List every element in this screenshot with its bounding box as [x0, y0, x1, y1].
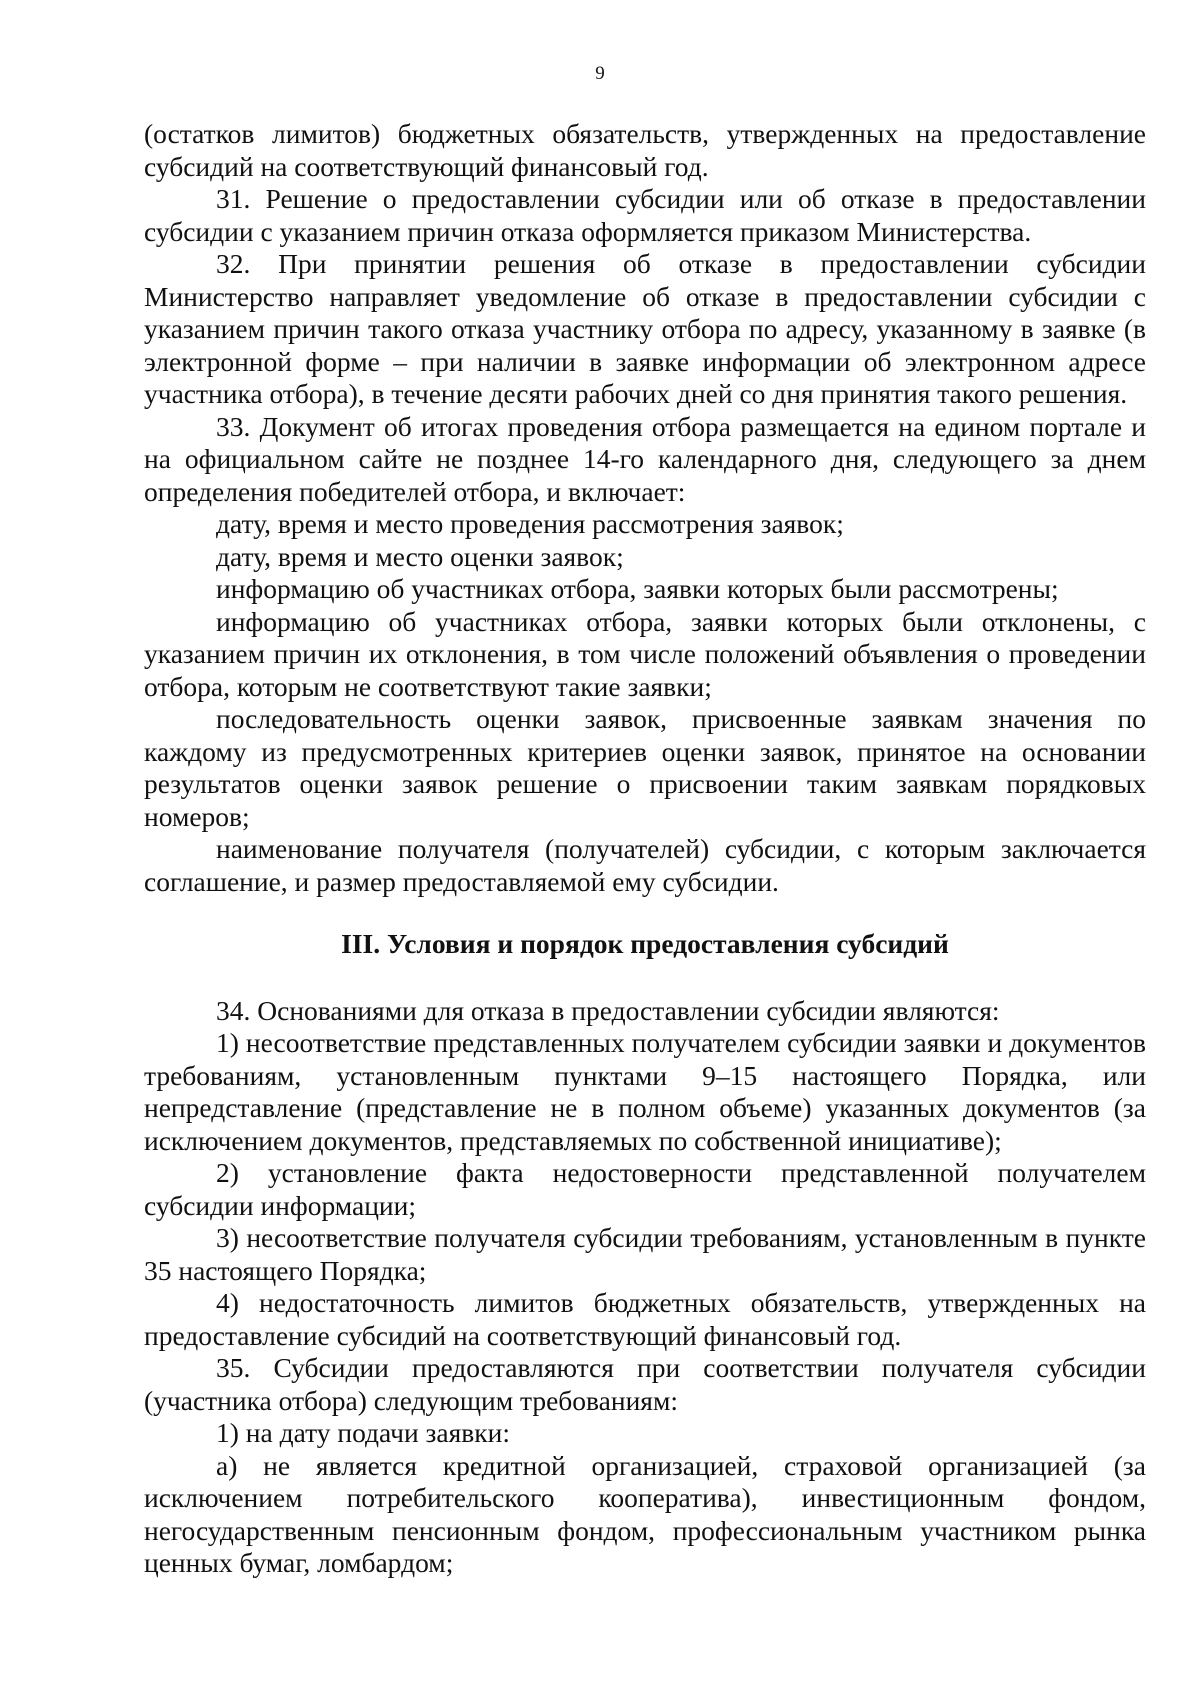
paragraphs-before-section — [144, 118, 1146, 898]
list-item: 4) недостаточность лимитов бюджетных обязательств, утвержденных на предоставление субсидий на соответствующий финансовый год. — [144, 1287, 1146, 1351]
list-item: наименование получателя (получателей) субсидии, с которым заключается соглашение, и размер предоставляемой ему субсидии. — [144, 833, 1146, 897]
page-number: 9 — [595, 63, 605, 84]
list-item: дату, время и место оценки заявок; — [216, 540, 624, 572]
section-heading: III. Условия и порядок предоставления субсидий — [341, 928, 949, 959]
list-item: информацию об участниках отбора, заявки которых были отклонены, с указанием причин их отклонения, в том числе положений объявления о проведении отбора, которым не соответствуют такие заявки; — [144, 605, 1146, 702]
list-item: 1) несоответствие представленных получателем субсидии заявки и документов требованиям, установленным пунктами 9–15 настоящего Порядка, или непредставление (представление не в полном объеме) указанных документов (за исключением документов, представляемых по собственной инициативе); — [144, 1027, 1146, 1156]
list-item: 3) несоответствие получателя субсидии требованиям, установленным в пункте 35 настоящего Порядка; — [144, 1222, 1146, 1286]
paragraph-34: 34. Основаниями для отказа в предоставлении субсидии являются: — [216, 994, 1000, 1026]
list-item: а) не является кредитной организацией, страховой организацией (за исключением потребительского кооператива), инвестиционным фондом, негосударственным пенсионным фондом, профессиональным участником рынка ценных бумаг, ломбардом; — [144, 1449, 1146, 1578]
paragraph-35: 35. Субсидии предоставляются при соответствии получателя субсидии (участника отбора) следующим требованиям: — [144, 1352, 1146, 1416]
paragraph-32: 32. При принятии решения об отказе в предоставлении субсидии Министерство направляет уведомление об отказе в предоставлении субсидии с указанием причин такого отказа участнику отбора по адресу, указанному в заявке (в электронной форме – при наличии в заявке информации об электронном адресе участника отбора), в течение десяти рабочих дней со дня принятия такого решения. — [144, 248, 1146, 409]
paragraph-31: 31. Решение о предоставлении субсидии или об отказе в предоставлении субсидии с указанием причин отказа оформляется приказом Министерства. — [144, 183, 1146, 247]
paragraph-33: 33. Документ об итогах проведения отбора размещается на едином портале и на официальном сайте не позднее 14-го календарного дня, следующего за днем определения победителей отбора, и включает: — [144, 410, 1146, 507]
document-body — [144, 118, 1146, 1580]
paragraphs-after-section — [144, 995, 1146, 1580]
list-item: дату, время и место проведения рассмотрения заявок; — [216, 508, 844, 539]
paragraph: (остатков лимитов) бюджетных обязательств, утвержденных на предоставление субсидий на соответствующий финансовый год. — [144, 118, 1146, 182]
list-item: информацию об участниках отбора, заявки которых были рассмотрены; — [216, 573, 1059, 604]
list-item: 2) установление факта недостоверности представленной получателем субсидии информации; — [144, 1157, 1146, 1221]
list-item: последовательность оценки заявок, присвоенные заявкам значения по каждому из предусмотренных критериев оценки заявок, принятое на основании результатов оценки заявок решение о присвоении таким заявкам порядковых номеров; — [144, 703, 1146, 832]
list-item: 1) на дату подачи заявки: — [216, 1417, 510, 1448]
